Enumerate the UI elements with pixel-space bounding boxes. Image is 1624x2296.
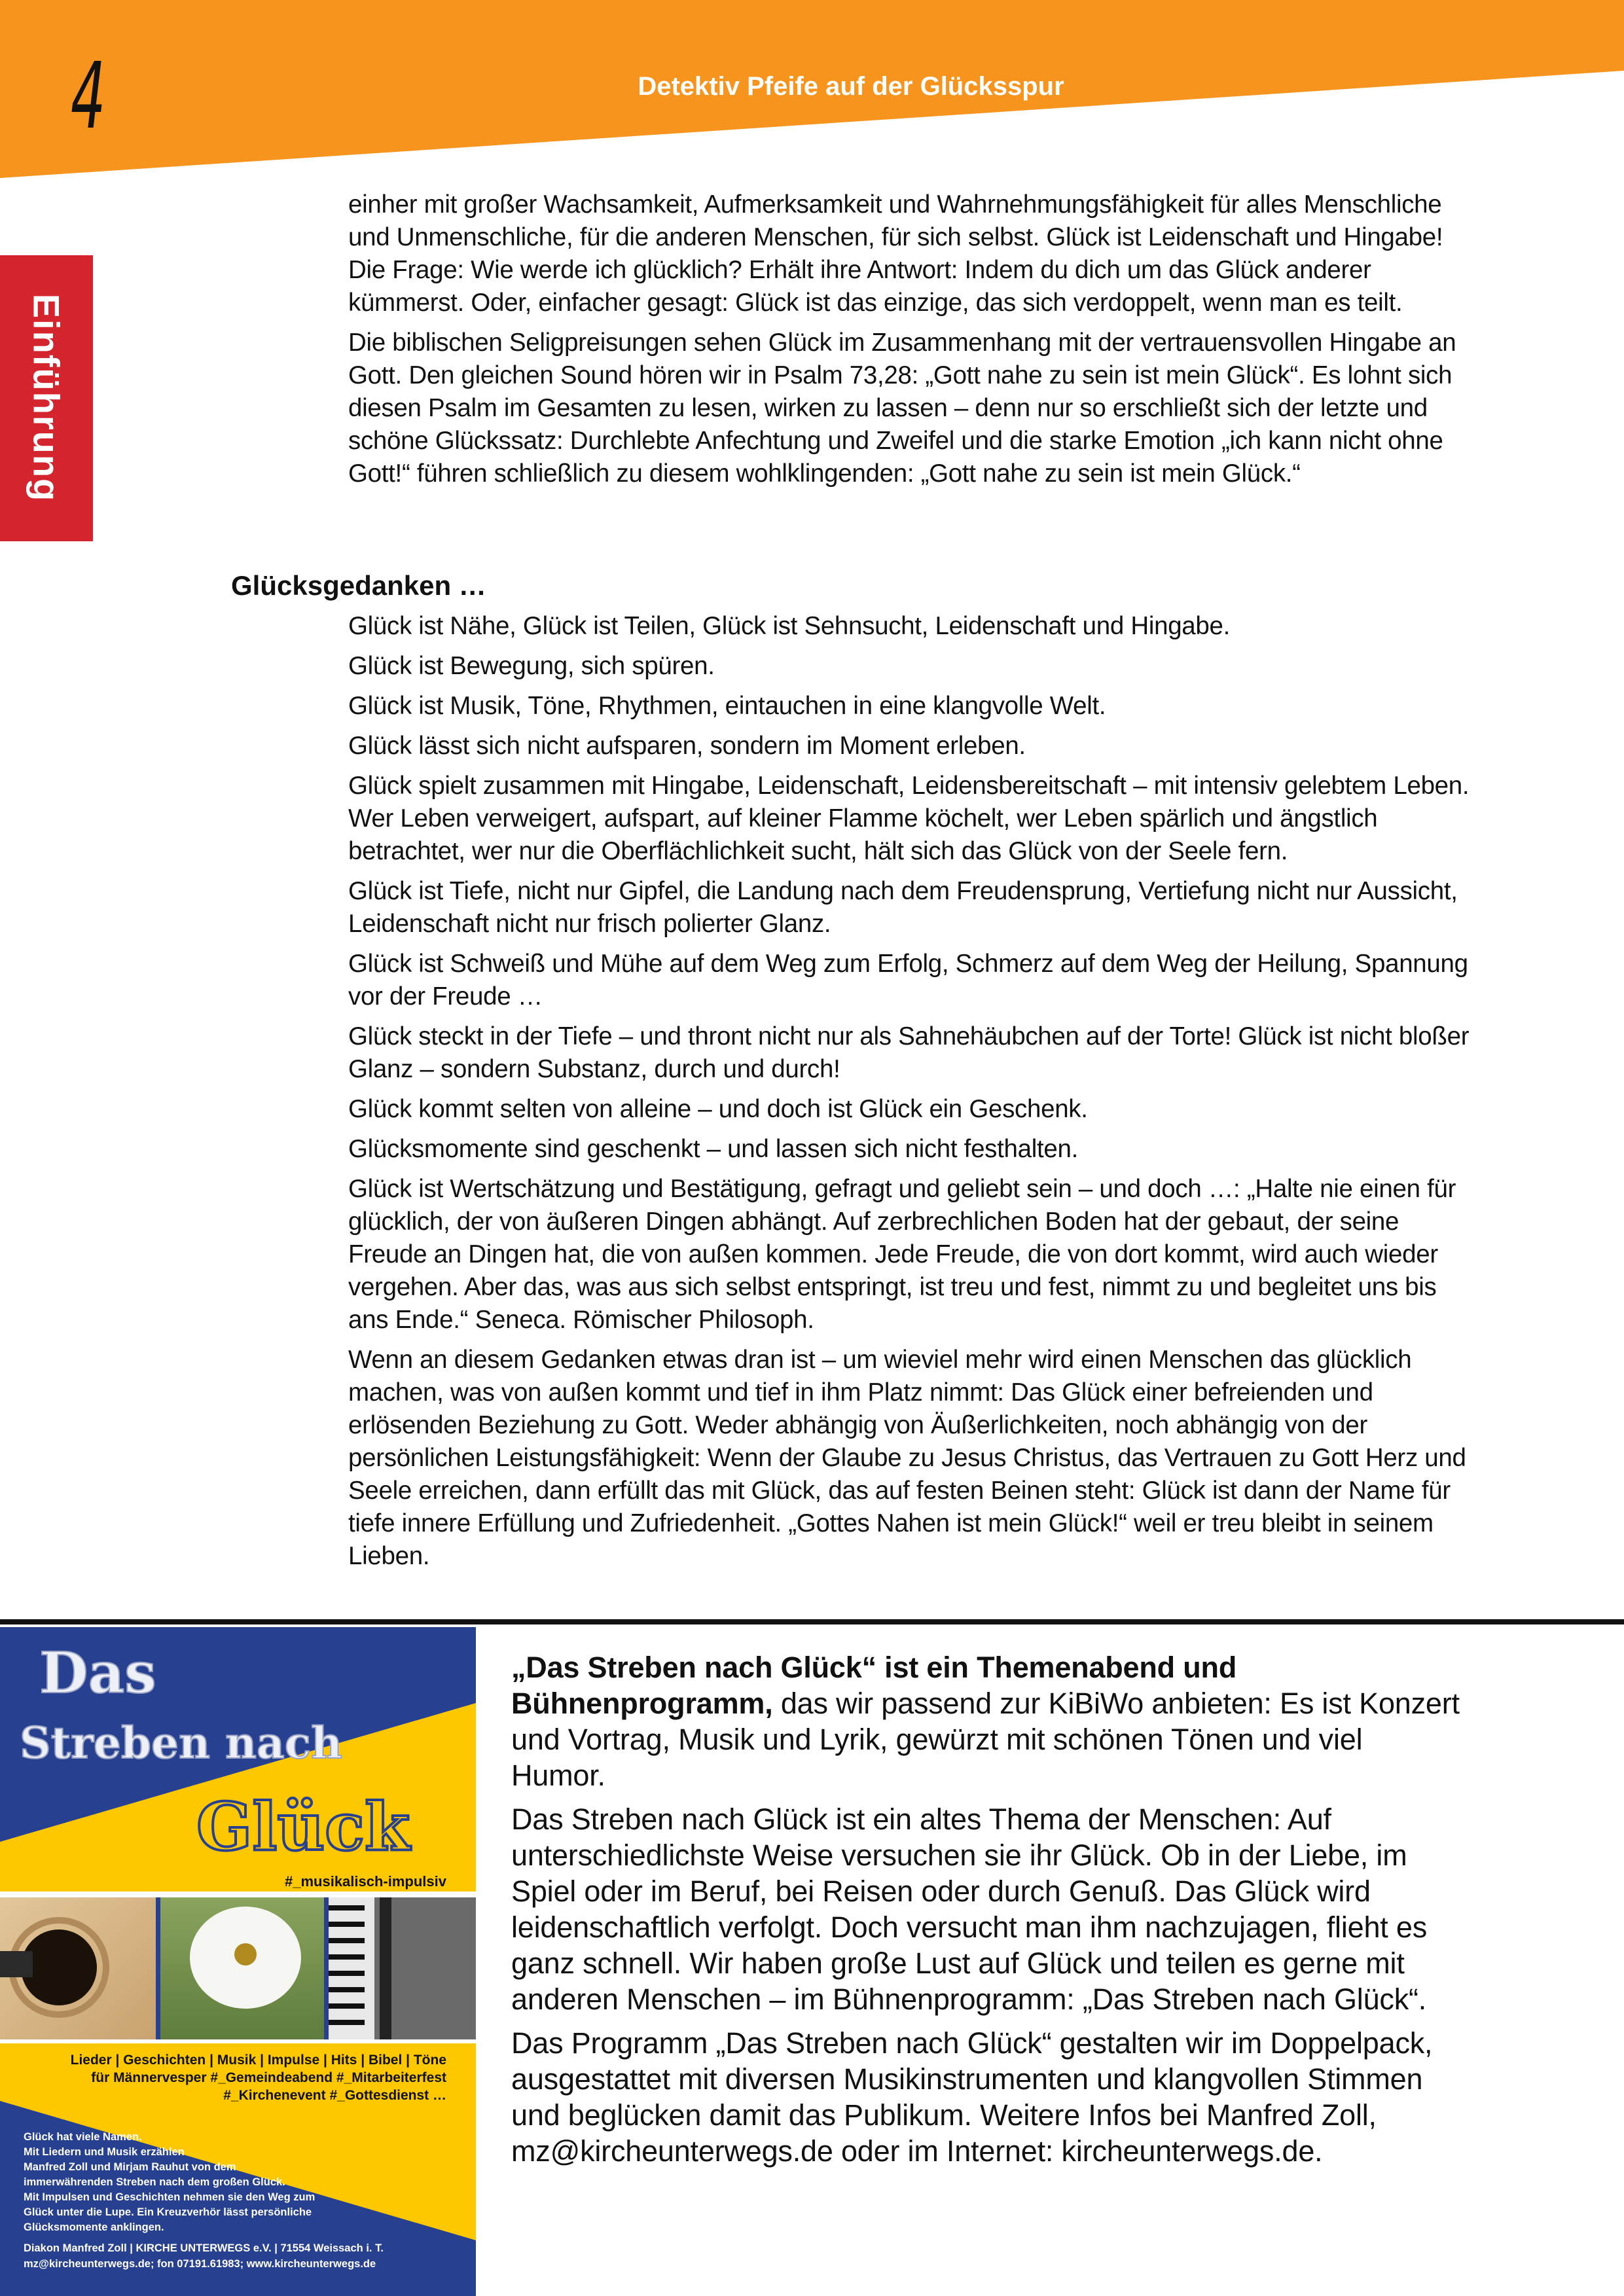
list-item: Glück ist Nähe, Glück ist Teilen, Glück ist Sehnsucht, Leidenschaft und Hingabe. <box>348 612 1231 640</box>
promo-lead-rest: das wir passend zur KiBiWo anbieten: Es ist Konzert und Vortrag, Musik und Lyrik, gewürzt mit schönen Tönen und viel Humor. <box>511 1687 1460 1792</box>
poster-description: immerwährenden Streben nach dem großen Glück. <box>24 2176 285 2188</box>
list-item: Glück ist Musik, Töne, Rhythmen, eintauchen in eine klangvolle Welt. <box>348 692 1106 720</box>
paragraph: einher mit großer Wachsamkeit, Aufmerksamkeit und Wahrnehmungsfähigkeit für alles Menschliche und Unmenschliche, für die anderen Menschen, für sich selbst. Glück ist Leidenschaft und Hingabe! Die Frage: Wie werde ich glücklich? Erhält ihre Antwort: Indem du dich um das Glück anderer kümmerst. Oder, einfacher gesagt: Glück ist das einzige, das sich verdoppelt, wenn man es teilt. <box>348 190 1443 317</box>
poster-contact: mz@kircheunterwegs.de; fon 07191.61983; www.kircheunterwegs.de <box>24 2258 376 2270</box>
poster-tagline: für Männervesper #_Gemeindeabend #_Mitarbeiterfest <box>91 2070 446 2085</box>
promo-paragraph: Das Streben nach Glück ist ein altes Thema der Menschen: Auf unterschiedlichste Weise versuchen sie ihr Glück. Ob in der Liebe, im Spiel oder im Beruf, bei Reisen oder durch Genuß. Das Glück wird leidenschaftlich verfolgt. Doch versucht man ihm nachzujagen, flieht es ganz schnell. Wir haben große Lust auf Glück und teilen es gerne mit anderen Menschen – im Bühnenprogramm: „Das Streben nach Glück“. <box>511 1803 1428 2016</box>
photo-guitar <box>0 1897 156 2039</box>
promo-paragraph: Das Programm „Das Streben nach Glück“ gestalten wir im Doppelpack, ausgestattet mit diversen Musikinstrumenten und klangvollen Stimmen und beglücken damit das Publikum. Weitere Infos bei Manfred Zoll, mz@kircheunterwegs.de oder im Internet: kircheunterwegs.de. <box>511 2026 1433 2168</box>
poster-description: Mit Impulsen und Geschichten nehmen sie den Weg zum <box>24 2191 316 2203</box>
thoughts-list <box>348 610 1481 1580</box>
poster-description: Mit Liedern und Musik erzählen <box>24 2146 185 2158</box>
section-tab <box>0 255 93 541</box>
promo-text <box>511 1649 1460 2177</box>
section-tab-label: Einführung <box>26 293 67 503</box>
poster-title-streben-nach: Streben nach <box>20 1717 342 1768</box>
poster-title-glueck: Glück <box>196 1788 410 1865</box>
poster-description: Manfred Zoll und Mirjam Rauhut von dem <box>24 2161 236 2173</box>
list-item: Glücksmomente sind geschenkt – und lassen sich nicht festhalten. <box>348 1135 1079 1163</box>
list-item: Glück ist Wertschätzung und Bestätigung, gefragt und geliebt sein – und doch …: „Halte nie einen für glücklich, der von äußeren Dingen abhängt. Auf zerbrechlichen Boden hat der gebaut, der seine Freude an Dingen hat, die von außen kommen. Jede Freude, die von dort kommt, wird auch wieder vergehen. Aber das, was aus sich selbst entspringt, ist treu und fest, nimmt zu und begleitet uns bis ans Ende.“ Seneca. Römischer Philosoph. <box>348 1175 1456 1334</box>
list-item: Glück ist Tiefe, nicht nur Gipfel, die Landung nach dem Freudensprung, Vertiefung nicht nur Aussicht, Leidenschaft nicht nur frisch polierter Glanz. <box>348 877 1458 938</box>
divider <box>0 1619 1624 1624</box>
paragraph: Die biblischen Seligpreisungen sehen Glück im Zusammenhang mit der vertrauensvollen Hingabe an Gott. Den gleichen Sound hören wir in Psalm 73,28: „Gott nahe zu sein ist mein Glück“. Es lohnt sich diesen Psalm im Gesamten zu lesen, wirken zu lassen – denn nur so erschließt sich der letzte und schöne Glückssatz: Durchlebte Anfechtung und Zweifel und die starke Emotion „ich kann nicht ohne Gott!“ führen schließlich zu diesem wohlklingenden: „Gott nahe zu sein ist mein Glück.“ <box>348 329 1456 488</box>
section-heading: Glücksgedanken … <box>231 570 486 601</box>
list-item: Glück kommt selten von alleine – und doch ist Glück ein Geschenk. <box>348 1095 1088 1123</box>
poster-description: Glück unter die Lupe. Ein Kreuzverhör lässt persönliche <box>24 2206 312 2218</box>
intro-text <box>348 188 1481 497</box>
list-item: Glück spielt zusammen mit Hingabe, Leidenschaft, Leidensbereitschaft – mit intensiv gelebtem Leben. Wer Leben verweigert, aufspart, auf kleiner Flamme köchelt, wer Leben spärlich und ängstlich betrachtet, wer nur die Oberflächlichkeit sucht, hält sich das Glück von der Seele fern. <box>348 772 1470 865</box>
promo-paragraph <box>511 1649 1460 1793</box>
poster-contact: Diakon Manfred Zoll | KIRCHE UNTERWEGS e.V. | 71554 Weissach i. T. <box>24 2242 384 2254</box>
running-title: Detektiv Pfeife auf der Glücksspur <box>638 72 1064 101</box>
poster-white-gap <box>0 1892 476 1897</box>
poster-white-gap <box>0 2039 476 2043</box>
poster-tagline: Lieder | Geschichten | Musik | Impulse | Hits | Bibel | Töne <box>70 2053 446 2068</box>
poster-tagline: #_Kirchenevent #_Gottesdienst … <box>223 2088 446 2103</box>
promo-lead-bold: „Das Streben nach Glück“ ist ein Themenabend und Bühnenprogramm, <box>511 1651 1237 1720</box>
poster-description: Glück hat viele Namen. <box>24 2131 142 2143</box>
list-item: Glück steckt in der Tiefe – und thront nicht nur als Sahnehäubchen auf der Torte! Glück ist nicht bloßer Glanz – sondern Substanz, durch und durch! <box>348 1022 1470 1083</box>
poster-description: Glücksmomente anklingen. <box>24 2221 164 2233</box>
list-item: Glück ist Bewegung, sich spüren. <box>348 652 715 680</box>
list-item: Wenn an diesem Gedanken etwas dran ist – um wieviel mehr wird einen Menschen das glücklich machen, was von außen kommt und tief in ihm Platz nimmt: Das Glück einer befreienden und erlösenden Beziehung zu Gott. Weder abhängig von Äußerlichkeiten, noch abhängig von der persönlichen Leistungsfähigkeit: Wenn der Glaube zu Jesus Christus, das Vertrauen zu Gott Herz und Seele erreichen, dann erfüllt das mit Glück, das auf festen Beinen steht: Glück ist dann der Name für tiefe innere Erfüllung und Zufriedenheit. „Gottes Nahen ist mein Glück!“ weil er treu bleibt in seinem Lieben. <box>348 1346 1466 1570</box>
list-item: Glück lässt sich nicht aufsparen, sondern im Moment erleben. <box>348 732 1026 760</box>
event-poster <box>0 1627 476 2296</box>
photo-accordion <box>329 1897 476 2039</box>
photo-white-flower <box>160 1897 324 2039</box>
poster-title-das: Das <box>39 1640 156 1706</box>
list-item: Glück ist Schweiß und Mühe auf dem Weg zum Erfolg, Schmerz auf dem Weg der Heilung, Spannung vor der Freude … <box>348 950 1468 1011</box>
poster-hashtag: #_musikalisch-impulsiv <box>285 1873 446 1890</box>
page-number: 4 <box>71 43 106 150</box>
